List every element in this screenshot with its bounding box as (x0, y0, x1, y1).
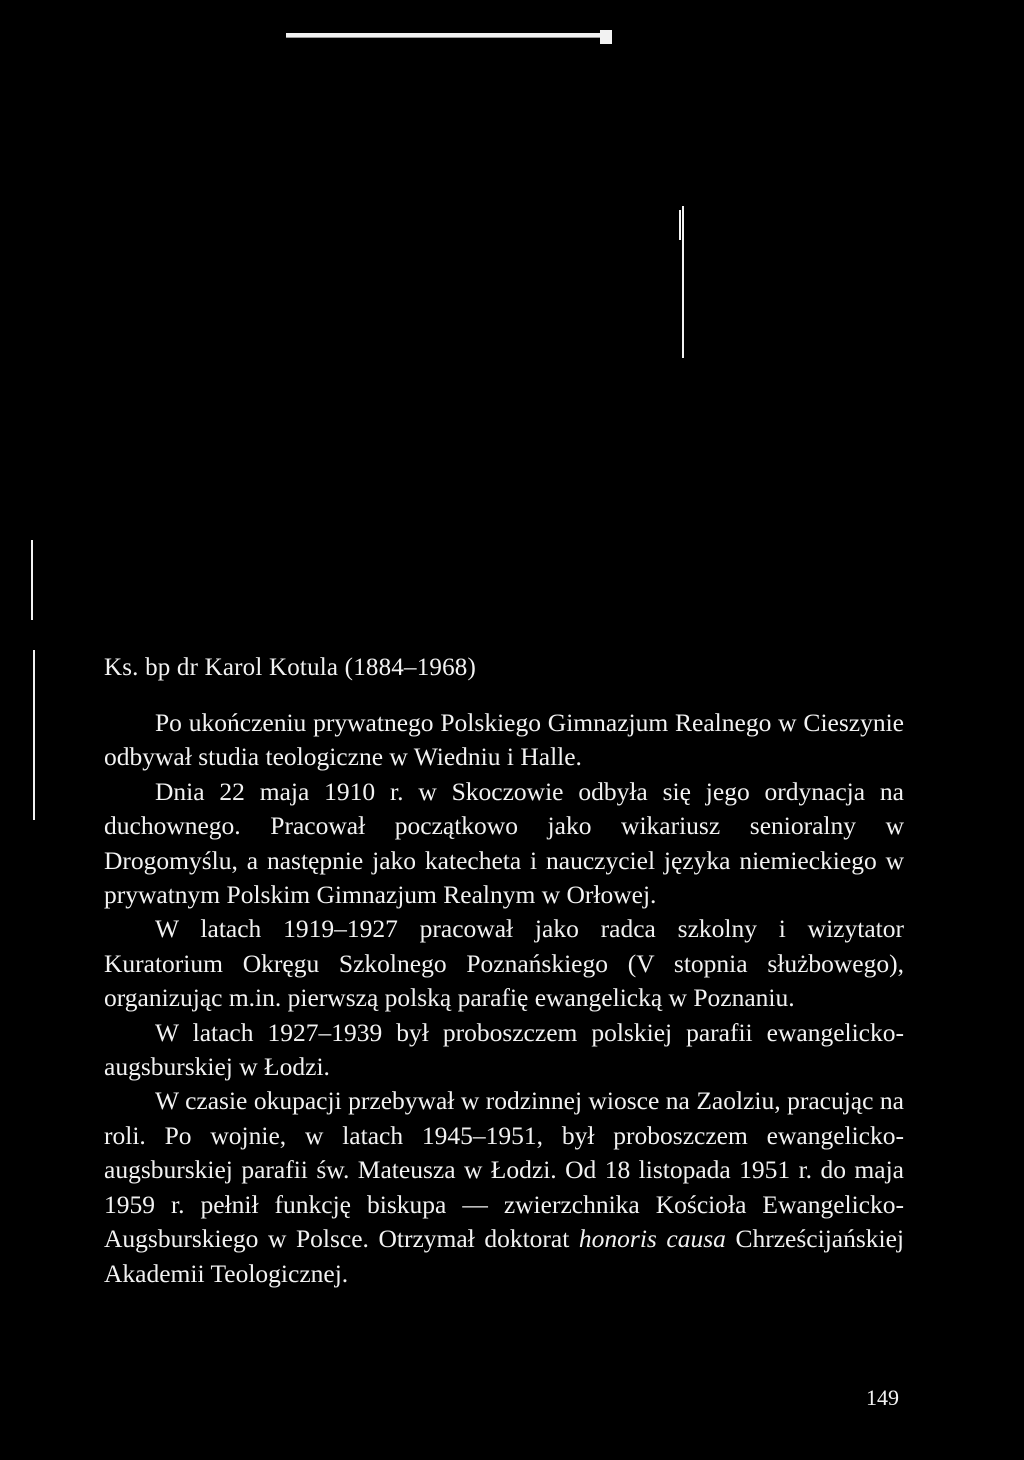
page-number: 149 (866, 1385, 899, 1410)
scan-artifact-top-line (286, 37, 612, 38)
scan-artifact-left-edge (33, 650, 35, 820)
biography-text (104, 706, 904, 1291)
paragraph: Po ukończeniu prywatnego Polskiego Gimnazjum Realnego w Cieszynie odbywał studia teologiczne w Wiedniu i Halle. (104, 708, 904, 772)
paragraph: W latach 1919–1927 pracował jako radca szkolny i wizytator Kuratorium Okręgu Szkolnego Poznańskiego (V stopnia służbowego), organizując m.in. pierwszą polską parafię ewangelicką w Poznaniu. (104, 914, 904, 1013)
scan-artifact-left-edge (31, 540, 33, 620)
scan-artifact-top-mark (600, 30, 612, 44)
paragraph-last (104, 1084, 904, 1290)
scan-artifact-vertical-line (682, 206, 684, 358)
paragraph: Dnia 22 maja 1910 r. w Skoczowie odbyła się jego ordynacja na duchownego. Pracował początkowo jako wikariusz senioralny w Drogomyślu, a następnie jako katecheta i nauczyciel języka niemieckiego w prywatnym Polskim Gimnazjum Realnym w Orłowej. (104, 776, 904, 910)
photo-caption: Ks. bp dr Karol Kotula (1884–1968) (104, 654, 477, 681)
paragraph: W latach 1927–1939 był proboszczem polskiej parafii ewangelicko-augsburskiej w Łodzi. (104, 1017, 904, 1082)
scan-artifact-vertical-line (679, 210, 681, 240)
latin-phrase: honoris causa (578, 1224, 726, 1254)
paragraph-tail: Chrześcijańskiej Akademii Teologicznej. (104, 1224, 905, 1288)
paragraph-text: W czasie okupacji przebywał w rodzinnej wiosce na Zaolziu, pracując na roli. Po wojnie, w latach 1945–1951, był proboszczem ewangelicko-augsburskiej parafii św. Mateusza w Łodzi. Od 18 listopada 1951 r. do maja 1959 r. pełnił funkcję biskupa — zwierzchnika Kościoła Ewangelicko-Augsburskiego w Polsce. Otrzymał doktorat (104, 1086, 904, 1254)
